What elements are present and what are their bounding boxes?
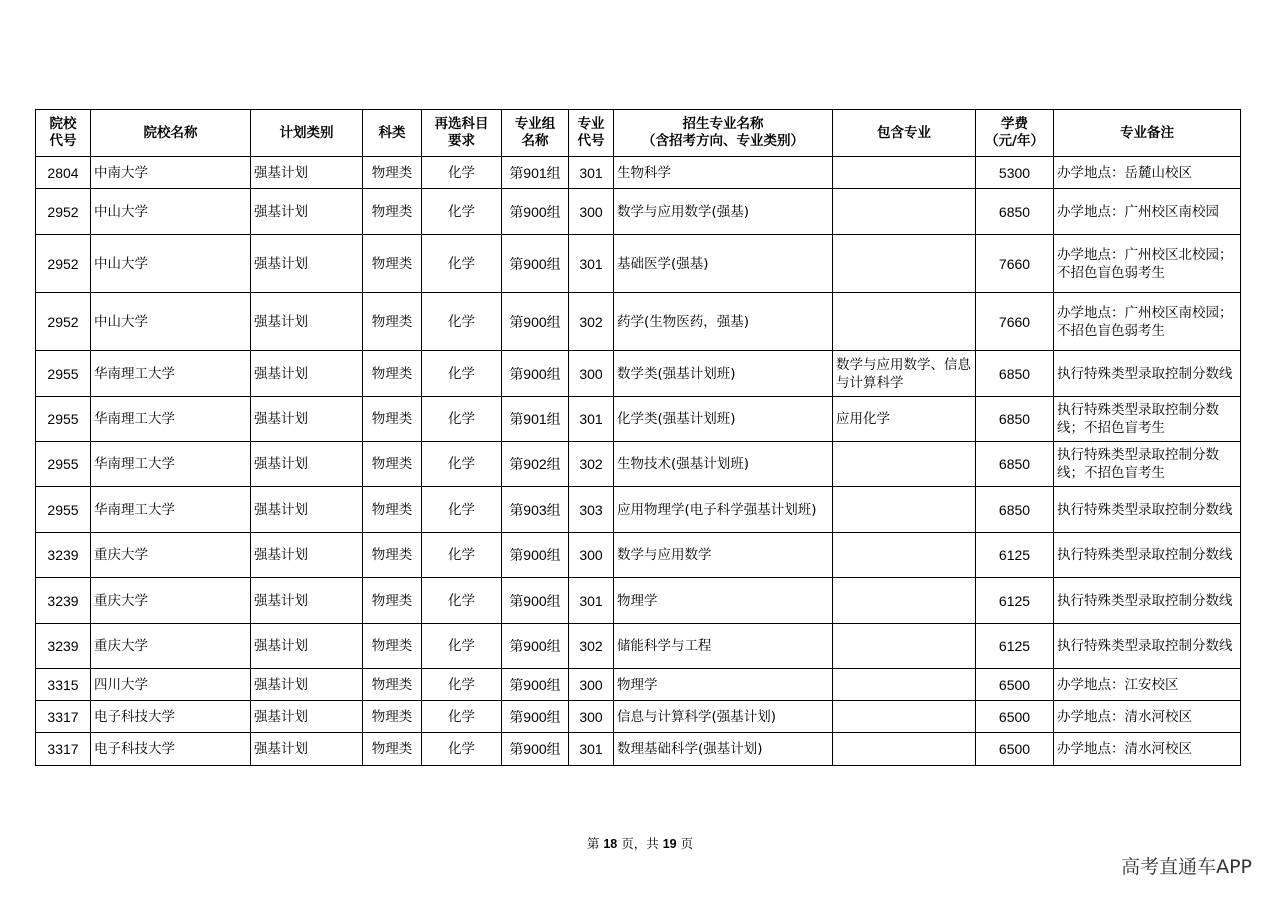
header-subject-category: 科类 [363,110,422,157]
cell-subject-category: 物理类 [363,624,422,669]
cell-tuition: 6500 [976,701,1054,733]
footer-suffix: 页 [676,836,694,851]
cell-subject-category: 物理类 [363,189,422,235]
cell-tuition: 7660 [976,235,1054,293]
cell-subject-category: 物理类 [363,157,422,189]
cell-included-majors [833,578,976,624]
cell-plan-type: 强基计划 [251,293,363,351]
table-row [36,189,1241,235]
cell-school-code: 3317 [36,733,91,766]
cell-school-code: 3317 [36,701,91,733]
cell-major-code: 301 [569,733,614,766]
cell-group-name: 第900组 [502,733,569,766]
cell-school-name: 中山大学 [91,189,251,235]
cell-tuition: 6125 [976,578,1054,624]
cell-major-name: 信息与计算科学(强基计划) [614,701,833,733]
cell-group-name: 第902组 [502,442,569,487]
cell-major-name: 生物科学 [614,157,833,189]
cell-major-name: 药学(生物医药，强基) [614,293,833,351]
cell-school-code: 3239 [36,624,91,669]
cell-school-code: 2952 [36,189,91,235]
cell-subject-category: 物理类 [363,442,422,487]
cell-school-code: 3239 [36,533,91,578]
cell-school-code: 2952 [36,293,91,351]
cell-tuition: 6125 [976,624,1054,669]
cell-plan-type: 强基计划 [251,235,363,293]
header-school-code: 院校 代号 [36,110,91,157]
cell-included-majors [833,624,976,669]
cell-elective-requirement: 化学 [422,397,502,442]
cell-school-name: 中南大学 [91,157,251,189]
header-school-name: 院校名称 [91,110,251,157]
app-watermark: 高考直通车APP [1121,856,1252,878]
cell-plan-type: 强基计划 [251,397,363,442]
cell-school-name: 华南理工大学 [91,351,251,397]
cell-major-notes: 执行特殊类型录取控制分数线；不招色盲考生 [1054,442,1241,487]
cell-school-name: 重庆大学 [91,533,251,578]
cell-included-majors: 数学与应用数学、信息与计算科学 [833,351,976,397]
cell-plan-type: 强基计划 [251,487,363,533]
cell-major-name: 物理学 [614,669,833,701]
cell-school-code: 2955 [36,351,91,397]
cell-included-majors [833,669,976,701]
table-row [36,442,1241,487]
table-row [36,157,1241,189]
cell-school-name: 华南理工大学 [91,442,251,487]
cell-elective-requirement: 化学 [422,578,502,624]
cell-school-name: 电子科技大学 [91,733,251,766]
cell-school-code: 2955 [36,397,91,442]
header-major-code: 专业 代号 [569,110,614,157]
cell-school-name: 重庆大学 [91,624,251,669]
cell-elective-requirement: 化学 [422,669,502,701]
header-tuition: 学费 （元/年） [976,110,1054,157]
header-group-name: 专业组 名称 [502,110,569,157]
cell-major-notes: 执行特殊类型录取控制分数线 [1054,533,1241,578]
table-body [36,157,1241,766]
table-row [36,624,1241,669]
cell-major-code: 302 [569,442,614,487]
cell-major-code: 300 [569,189,614,235]
cell-group-name: 第900组 [502,669,569,701]
cell-major-code: 302 [569,293,614,351]
cell-major-code: 301 [569,235,614,293]
footer-middle: 页，共 [617,836,663,851]
cell-subject-category: 物理类 [363,669,422,701]
cell-subject-category: 物理类 [363,533,422,578]
cell-major-name: 生物技术(强基计划班) [614,442,833,487]
cell-tuition: 6850 [976,189,1054,235]
table-header-row [36,110,1241,157]
cell-group-name: 第900组 [502,701,569,733]
cell-group-name: 第901组 [502,397,569,442]
admission-plan-table [35,109,1241,766]
cell-included-majors [833,235,976,293]
cell-major-name: 储能科学与工程 [614,624,833,669]
footer-total-pages: 19 [662,837,677,851]
footer-prefix: 第 [586,836,604,851]
header-major-notes: 专业备注 [1054,110,1241,157]
table-row [36,701,1241,733]
cell-school-code: 2955 [36,487,91,533]
cell-group-name: 第900组 [502,351,569,397]
cell-included-majors: 应用化学 [833,397,976,442]
cell-school-name: 华南理工大学 [91,397,251,442]
cell-group-name: 第900组 [502,578,569,624]
cell-subject-category: 物理类 [363,578,422,624]
cell-major-notes: 执行特殊类型录取控制分数线 [1054,351,1241,397]
cell-tuition: 6850 [976,351,1054,397]
cell-plan-type: 强基计划 [251,189,363,235]
cell-elective-requirement: 化学 [422,293,502,351]
cell-major-name: 基础医学(强基) [614,235,833,293]
cell-included-majors [833,701,976,733]
cell-tuition: 6850 [976,397,1054,442]
cell-subject-category: 物理类 [363,397,422,442]
cell-school-name: 华南理工大学 [91,487,251,533]
cell-tuition: 6850 [976,442,1054,487]
header-elective-requirement: 再选科目 要求 [422,110,502,157]
cell-group-name: 第900组 [502,624,569,669]
cell-plan-type: 强基计划 [251,351,363,397]
cell-elective-requirement: 化学 [422,533,502,578]
cell-group-name: 第901组 [502,157,569,189]
cell-school-code: 2804 [36,157,91,189]
cell-school-name: 中山大学 [91,293,251,351]
cell-school-name: 电子科技大学 [91,701,251,733]
cell-school-name: 中山大学 [91,235,251,293]
cell-school-code: 3239 [36,578,91,624]
cell-major-notes: 执行特殊类型录取控制分数线；不招色盲考生 [1054,397,1241,442]
table-row [36,235,1241,293]
cell-plan-type: 强基计划 [251,533,363,578]
cell-plan-type: 强基计划 [251,701,363,733]
cell-tuition: 7660 [976,293,1054,351]
cell-elective-requirement: 化学 [422,733,502,766]
cell-major-code: 302 [569,624,614,669]
header-included-majors: 包含专业 [833,110,976,157]
cell-subject-category: 物理类 [363,293,422,351]
cell-elective-requirement: 化学 [422,235,502,293]
cell-major-notes: 办学地点：清水河校区 [1054,701,1241,733]
cell-major-name: 数学与应用数学 [614,533,833,578]
cell-school-code: 3315 [36,669,91,701]
page-footer [0,834,1280,852]
table-row [36,669,1241,701]
header-plan-type: 计划类别 [251,110,363,157]
cell-major-code: 301 [569,578,614,624]
cell-major-name: 应用物理学(电子科学强基计划班) [614,487,833,533]
table-row [36,397,1241,442]
cell-elective-requirement: 化学 [422,189,502,235]
table-row [36,293,1241,351]
cell-subject-category: 物理类 [363,701,422,733]
cell-major-name: 数学类(强基计划班) [614,351,833,397]
table-row [36,578,1241,624]
cell-elective-requirement: 化学 [422,487,502,533]
cell-tuition: 6125 [976,533,1054,578]
cell-included-majors [833,293,976,351]
table-row [36,733,1241,766]
cell-school-code: 2955 [36,442,91,487]
cell-major-notes: 办学地点：广州校区北校园；不招色盲色弱考生 [1054,235,1241,293]
cell-major-code: 301 [569,397,614,442]
cell-plan-type: 强基计划 [251,733,363,766]
cell-included-majors [833,487,976,533]
cell-plan-type: 强基计划 [251,578,363,624]
cell-plan-type: 强基计划 [251,442,363,487]
cell-group-name: 第900组 [502,533,569,578]
cell-tuition: 6850 [976,487,1054,533]
cell-major-code: 300 [569,669,614,701]
cell-major-code: 300 [569,701,614,733]
cell-major-code: 300 [569,533,614,578]
cell-included-majors [833,189,976,235]
cell-major-notes: 执行特殊类型录取控制分数线 [1054,487,1241,533]
table-row [36,487,1241,533]
cell-included-majors [833,442,976,487]
table-row [36,351,1241,397]
cell-major-notes: 办学地点：广州校区南校园；不招色盲色弱考生 [1054,293,1241,351]
cell-subject-category: 物理类 [363,487,422,533]
cell-major-name: 化学类(强基计划班) [614,397,833,442]
cell-major-notes: 办学地点：岳麓山校区 [1054,157,1241,189]
cell-plan-type: 强基计划 [251,669,363,701]
cell-major-name: 数学与应用数学(强基) [614,189,833,235]
cell-included-majors [833,533,976,578]
cell-elective-requirement: 化学 [422,157,502,189]
cell-plan-type: 强基计划 [251,624,363,669]
cell-elective-requirement: 化学 [422,701,502,733]
cell-school-name: 重庆大学 [91,578,251,624]
cell-school-name: 四川大学 [91,669,251,701]
table-row [36,533,1241,578]
header-major-name: 招生专业名称 （含招考方向、专业类别） [614,110,833,157]
cell-school-code: 2952 [36,235,91,293]
cell-major-notes: 办学地点：江安校区 [1054,669,1241,701]
cell-group-name: 第903组 [502,487,569,533]
cell-subject-category: 物理类 [363,733,422,766]
cell-elective-requirement: 化学 [422,442,502,487]
cell-major-notes: 办学地点：清水河校区 [1054,733,1241,766]
cell-elective-requirement: 化学 [422,351,502,397]
cell-major-code: 300 [569,351,614,397]
cell-tuition: 6500 [976,733,1054,766]
cell-elective-requirement: 化学 [422,624,502,669]
cell-major-notes: 办学地点：广州校区南校园 [1054,189,1241,235]
cell-major-notes: 执行特殊类型录取控制分数线 [1054,624,1241,669]
cell-major-code: 301 [569,157,614,189]
cell-major-name: 物理学 [614,578,833,624]
cell-group-name: 第900组 [502,189,569,235]
footer-page-number: 18 [603,837,618,851]
cell-subject-category: 物理类 [363,235,422,293]
cell-group-name: 第900组 [502,235,569,293]
cell-major-code: 303 [569,487,614,533]
cell-plan-type: 强基计划 [251,157,363,189]
cell-group-name: 第900组 [502,293,569,351]
cell-included-majors [833,157,976,189]
cell-major-name: 数理基础科学(强基计划) [614,733,833,766]
cell-tuition: 6500 [976,669,1054,701]
cell-included-majors [833,733,976,766]
cell-tuition: 5300 [976,157,1054,189]
cell-major-notes: 执行特殊类型录取控制分数线 [1054,578,1241,624]
cell-subject-category: 物理类 [363,351,422,397]
